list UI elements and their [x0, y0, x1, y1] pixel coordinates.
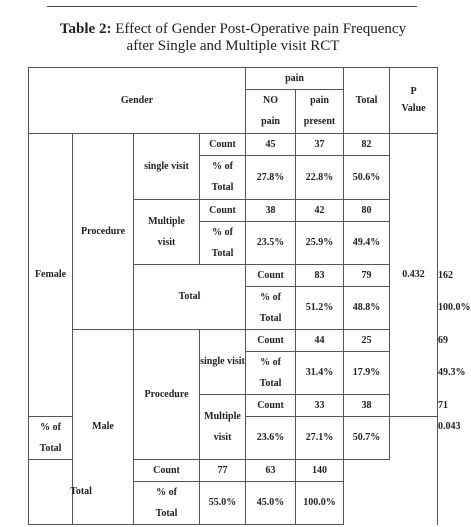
header-row [29, 68, 438, 90]
count-label: Count [246, 329, 296, 351]
cell: 38 [344, 394, 390, 416]
cell: 27.1% [296, 416, 344, 459]
pct-label: % of Total [200, 155, 246, 199]
cell: 80 [344, 199, 390, 221]
caption-line2: after Single and Multiple visit RCT [126, 38, 340, 54]
cell: 27.8% [246, 155, 296, 199]
pct-label: % of Total [134, 481, 200, 524]
male-multiple-visit-label: Multiple visit [200, 394, 246, 459]
gender-header: Gender [29, 68, 246, 134]
count-label: Count [200, 133, 246, 155]
cell: 55.0% [200, 481, 246, 524]
count-label: Count [200, 199, 246, 221]
no-pain-header-2: pain [246, 111, 296, 133]
pct-label: % of Total [246, 286, 296, 329]
male-total-label: Total [29, 459, 134, 524]
p-value-header [390, 68, 438, 134]
cell: 51.2% [296, 286, 344, 329]
table-row: Total Count 83 79 162 [29, 264, 438, 286]
male-single-visit-label: single visit [200, 329, 246, 394]
cell: 45 [246, 133, 296, 155]
female-procedure-label: Procedure [73, 133, 134, 329]
data-table [28, 67, 471, 525]
female-multiple-visit-label: Multiple visit [134, 199, 200, 264]
cell: 25.9% [296, 221, 344, 264]
pct-label: % of Total [246, 351, 296, 394]
caption-line1: Effect of Gender Post-Operative pain Frequency [115, 21, 407, 37]
value-label: Value [401, 103, 426, 115]
cell: 38 [246, 199, 296, 221]
male-procedure-label: Procedure [134, 329, 200, 459]
cell: 140 [296, 459, 344, 481]
pct-label: % of Total [200, 221, 246, 264]
pct-label: % of Total [29, 416, 73, 459]
no-pain-header-1: NO [246, 90, 296, 112]
count-label: Count [134, 459, 200, 481]
cell: 23.5% [246, 221, 296, 264]
table-row [29, 459, 438, 481]
cell: 50.7% [344, 416, 390, 459]
cell: 79 [344, 264, 390, 286]
caption-label: Table 2: [59, 21, 112, 37]
cell: 50.6% [344, 155, 390, 199]
table-row: % of Total 51.2% 48.8% 100.0% [29, 286, 438, 329]
cell: 44 [296, 329, 344, 351]
table-row: Male Procedure single visit Count 44 25 69 0.043 [29, 329, 438, 351]
pain-present-header-1: pain [296, 90, 344, 112]
cell: 45.0% [246, 481, 296, 524]
cell: 82 [344, 133, 390, 155]
cell: 31.4% [296, 351, 344, 394]
cell: 83 [296, 264, 344, 286]
cell: 22.8% [296, 155, 344, 199]
male-label: Male [73, 329, 134, 524]
cell: 23.6% [246, 416, 296, 459]
female-label: Female [29, 133, 73, 416]
top-rule [47, 6, 417, 7]
female-total-label: Total [134, 264, 246, 329]
cell: 63 [246, 459, 296, 481]
cell: 77 [200, 459, 246, 481]
table-row: % of Total 31.4% 17.9% 49.3% [29, 351, 438, 394]
cell: 49.4% [344, 221, 390, 264]
cell: 42 [296, 199, 344, 221]
pain-present-header-2: present [296, 111, 344, 133]
female-single-visit-label: single visit [134, 133, 200, 199]
cell: 17.9% [344, 351, 390, 394]
count-label: Count [246, 264, 296, 286]
count-label: Count [246, 394, 296, 416]
cell: 33 [296, 394, 344, 416]
table-row [29, 133, 438, 155]
table-caption [28, 21, 438, 55]
cell: 37 [296, 133, 344, 155]
table-row: Multiple visit Count 33 38 71 [29, 394, 438, 416]
female-p-value: 0.432 [390, 133, 438, 416]
cell: 48.8% [344, 286, 390, 329]
total-header: Total [344, 68, 390, 134]
pain-header: pain [246, 68, 344, 90]
cell: 25 [344, 329, 390, 351]
p-label: P [410, 86, 417, 98]
cell: 100.0% [296, 481, 344, 524]
